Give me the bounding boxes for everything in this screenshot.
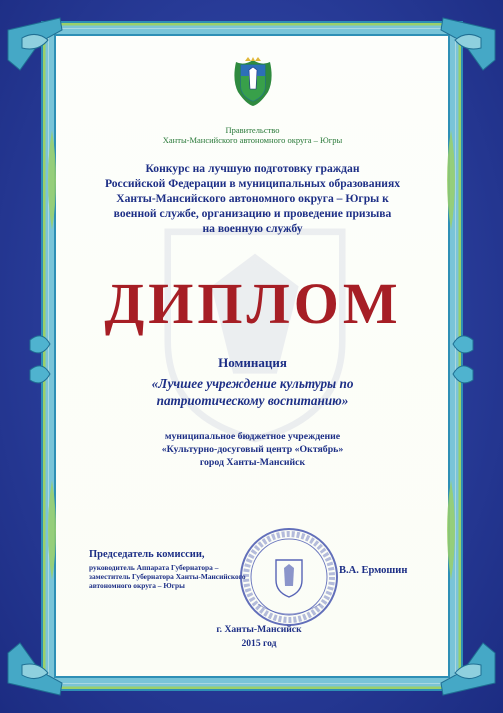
year-text: 2015 год	[241, 638, 277, 649]
recipient-line: муниципальное бюджетное учреждение	[164, 431, 341, 442]
government-region: Ханты-Мансийского автономного округа – Югры	[162, 135, 343, 145]
contest-line: Российской Федерации в муниципальных образованиях	[104, 177, 401, 190]
nomination-line: патриотическому воспитанию»	[156, 393, 349, 408]
contest-line: Ханты-Мансийского автономного округа – Югры к	[116, 192, 389, 205]
contest-line: на военную службу	[202, 222, 303, 235]
corner-ornament-bottom-right	[441, 643, 495, 695]
contest-line: военной службе, организацию и проведение призыва	[113, 207, 392, 220]
place-text: г. Ханты-Мансийск	[216, 624, 302, 635]
recipient-line: «Культурно-досуговый центр «Октябрь»	[161, 444, 344, 455]
chair-title: Председатель комиссии,	[89, 549, 205, 560]
contest-line: Конкурс на лучшую подготовку граждан	[145, 162, 360, 175]
signer-name: В.А. Ермошин	[339, 565, 408, 576]
recipient-line: город Ханты-Мансийск	[199, 457, 306, 468]
nomination-line: «Лучшее учреждение культуры по	[151, 376, 354, 391]
nomination-label: Номинация	[218, 355, 287, 370]
side-ornament-left	[30, 336, 50, 383]
side-ornament-right	[453, 336, 473, 383]
corner-ornament-top-left	[8, 18, 62, 70]
official-seal	[236, 524, 342, 630]
government-label: Правительство	[225, 125, 280, 135]
chair-position-line: заместитель Губернатора Ханты-Мансийского	[89, 572, 246, 581]
corner-ornament-bottom-left	[8, 643, 62, 695]
corner-ornament-top-right	[441, 18, 495, 70]
coat-of-arms-emblem	[232, 56, 274, 108]
diploma-title: ДИПЛОМ	[104, 271, 402, 336]
chair-position-line: автономного округа – Югры	[89, 581, 185, 590]
chair-position-line: руководитель Аппарата Губернатора –	[89, 563, 219, 572]
